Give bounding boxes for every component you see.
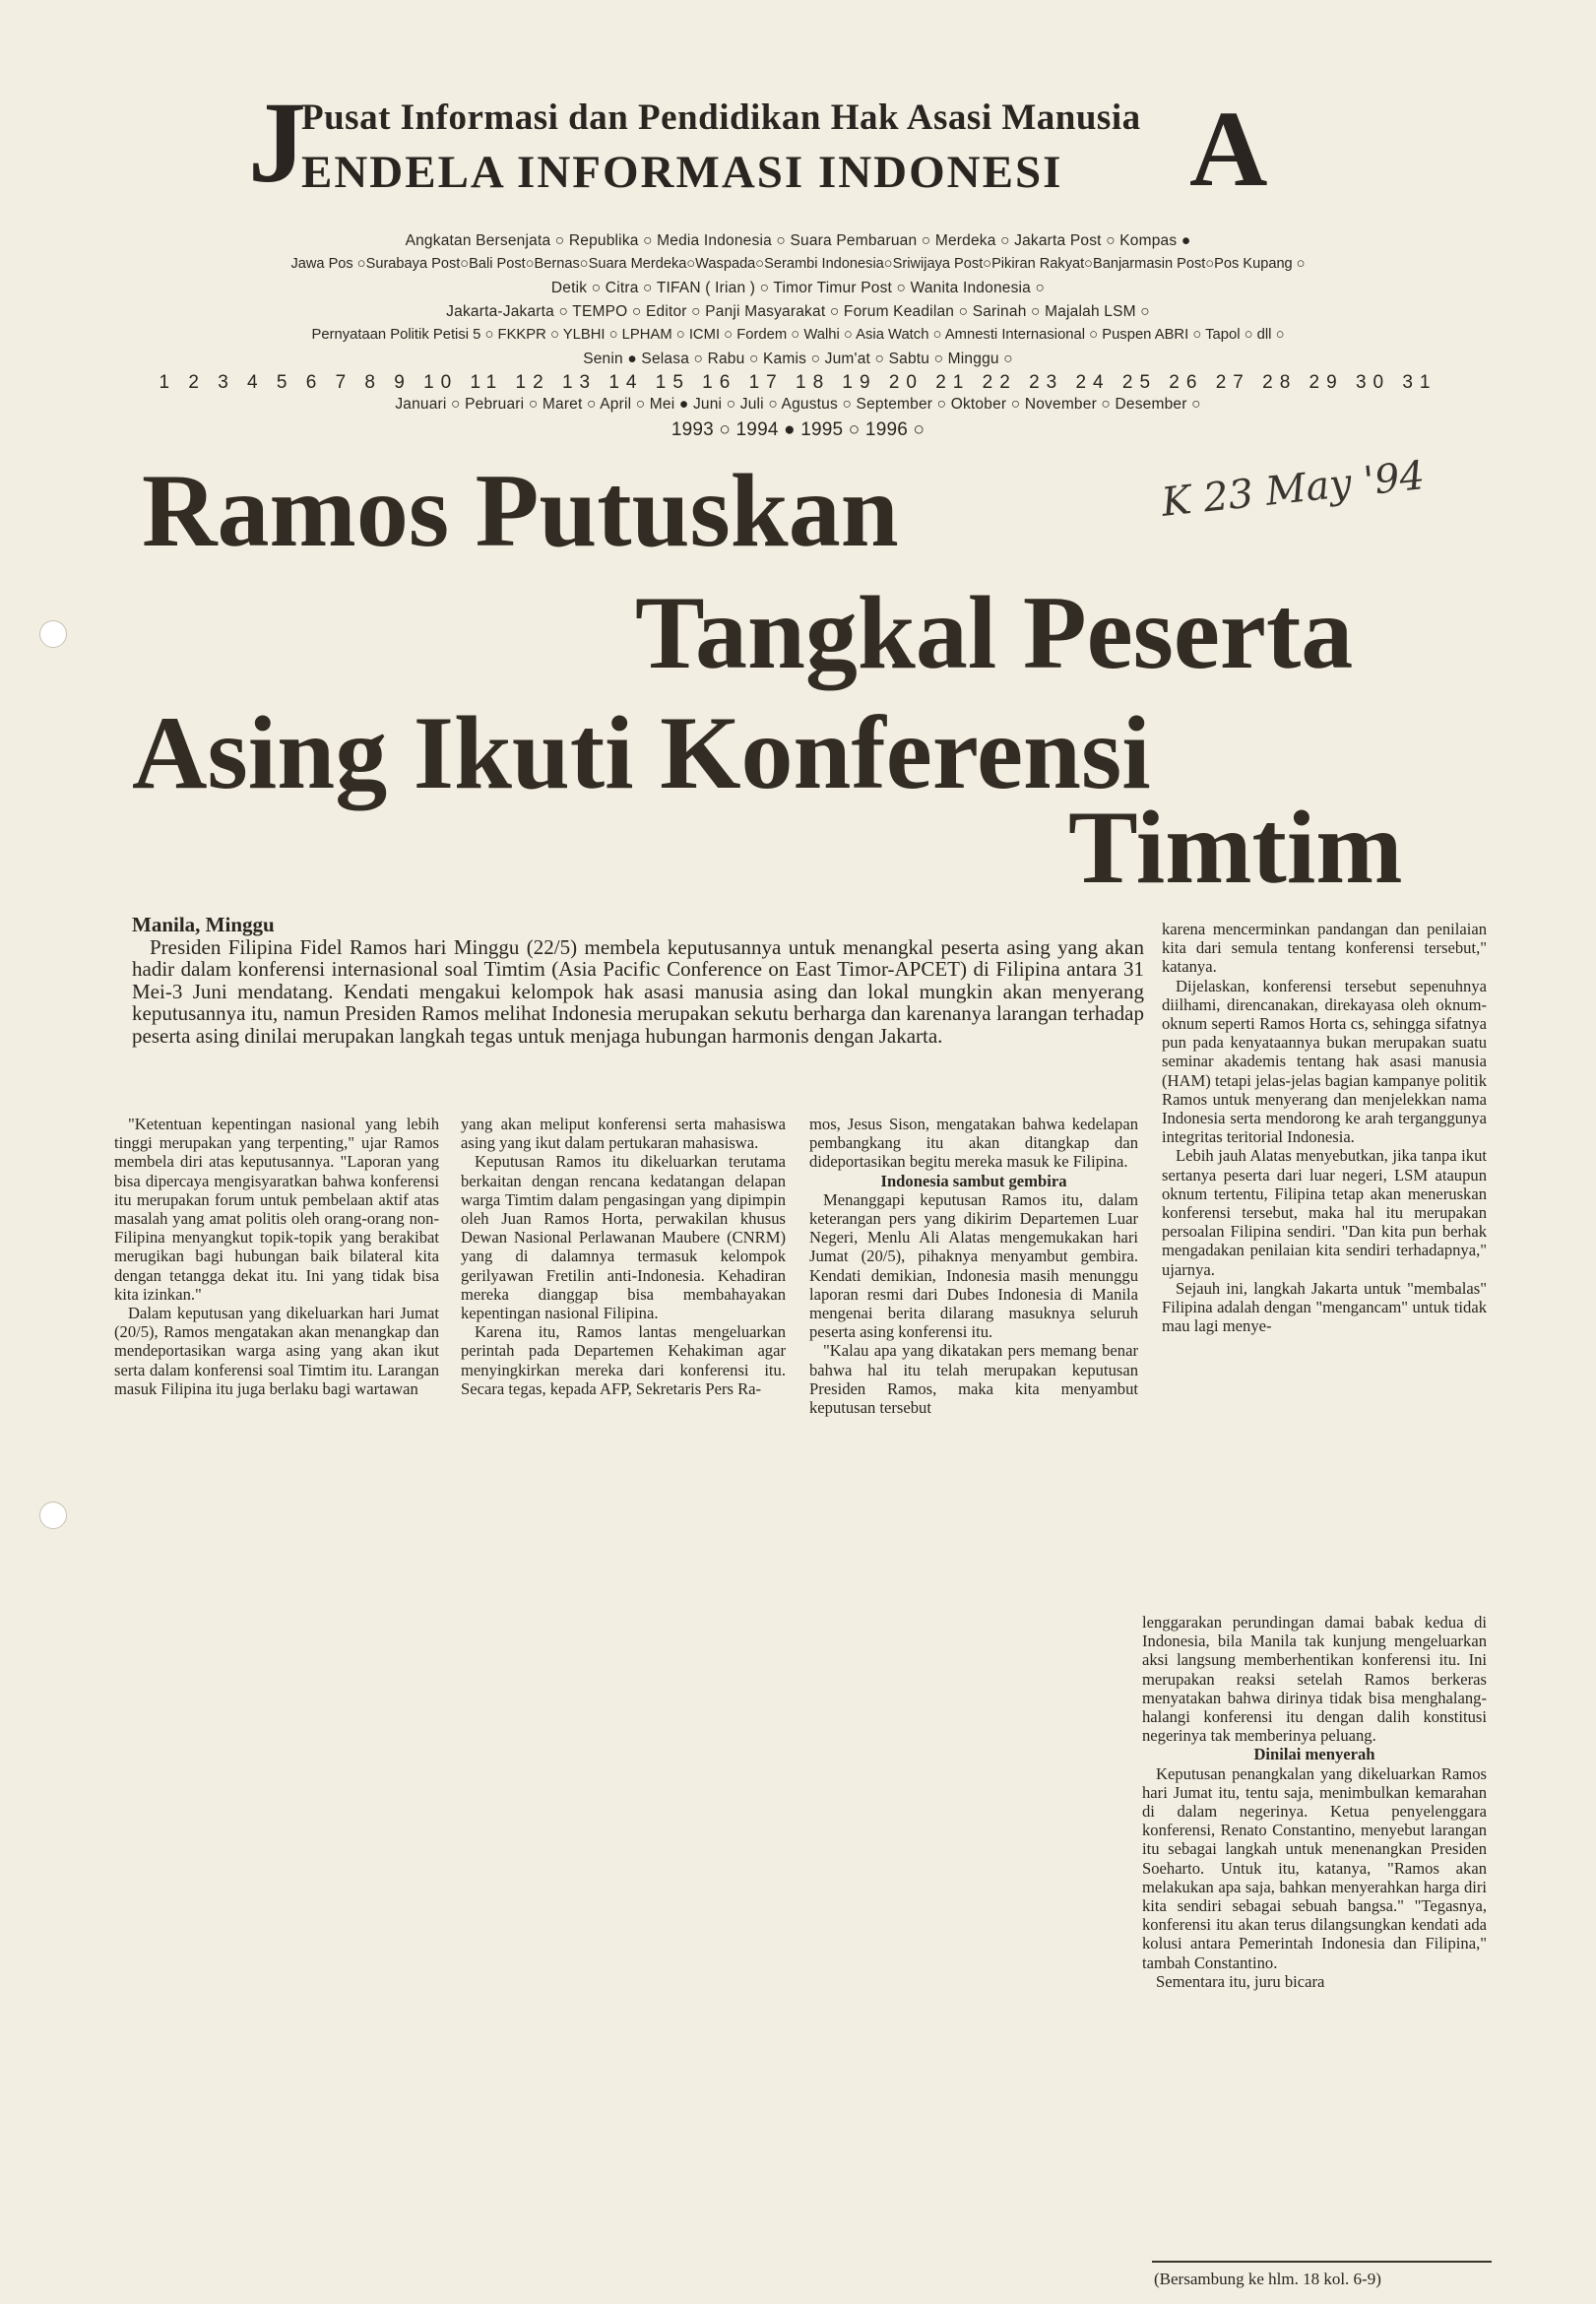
lead-text: Presiden Filipina Fidel Ramos hari Minggu (22/5) membela keputusannya untuk menangkal peserta asing yang akan hadir dalam konferensi internasional soal Timtim (Asia Pacific Conference on East Timor-APCET) di Filipina antara 31 Mei-3 Juni mendatang. Kendati mengakui kelompok hak asasi manusia asing dan lokal mungkin akan menyerang keputusannya itu, namun Presiden Ramos melihat Indonesia merupakan sekutu berharga dan karenanya larangan terhadap peserta asing dinilai merupakan langkah tegas untuk menjaga hubungan harmonis dengan Jakarta. (132, 934, 1144, 1048)
paragraph: "Ketentuan kepentingan nasional yang lebih tinggi merupakan yang terpenting," ujar Ramos membela diri atas keputusannya. "Laporan yang bisa dipercaya mengisyaratkan bahwa konferensi itu merupakan forum untuk pembelaan aktif atas masalah yang amat politis oleh orang-orang non-Filipina menyangkut topik-topik yang berakibat merugikan bagi hubungan baik bilateral kita dengan tetangga dekat itu. Ini yang tidak bisa kita izinkan." (114, 1115, 439, 1304)
masthead-subtitle: Pusat Informasi dan Pendidikan Hak Asasi Manusia (301, 97, 1141, 138)
headline-line-2: Tangkal Peserta (635, 575, 1354, 690)
divider-line (1152, 2261, 1492, 2263)
masthead-j-letter: J (248, 78, 306, 207)
paragraph: Karena itu, Ramos lantas mengeluarkan perintah pada Departemen Kehakiman agar menyingkirkan mereka dari konferensi itu. Secara tegas, kepada AFP, Sekretaris Pers Ra- (461, 1322, 786, 1398)
source-index-line: Jakarta-Jakarta ○ TEMPO ○ Editor ○ Panji Masyarakat ○ Forum Keadilan ○ Sarinah ○ Majalah LSM ○ (446, 303, 1150, 320)
subheading: Dinilai menyerah (1253, 1745, 1375, 1764)
paragraph: Sementara itu, juru bicara (1156, 1971, 1325, 1991)
masthead-a-letter: A (1189, 89, 1268, 209)
days-row: Senin ● Selasa ○ Rabu ○ Kamis ○ Jum'at ○ Sabtu ○ Minggu ○ (583, 351, 1013, 367)
headline-line-4: Timtim (1068, 790, 1403, 905)
headline-line-1: Ramos Putuskan (142, 453, 899, 568)
continued-note: (Bersambung ke hlm. 18 kol. 6-9) (1154, 2270, 1381, 2288)
subheading: Indonesia sambut gembira (880, 1171, 1067, 1190)
paragraph: Menanggapi keputusan Ramos itu, dalam keterangan pers yang dikirim Departemen Luar Negeri, Menlu Ali Alatas mengemukakan hari Jumat (20/5), pihaknya menyambut gembira. Kendati demikian, Indonesia masih menunggu laporan resmi dari Dubes Indonesia di Manila mengenai berita dilarang masuknya seluruh peserta asing konferensi itu. (809, 1189, 1138, 1342)
paragraph: Lebih jauh Alatas menyebutkan, jika tanpa ikut sertanya peserta dari luar negeri, LSM ataupun oknum tertentu, Filipina tetap akan meneruskan konferensi tersebut, maka hal itu merupakan persoalan Filipina sendiri. "Dan kita pun berhak mengadakan penilaian kita sendiri terhadapnya," ujarnya. (1162, 1146, 1487, 1279)
paragraph: Keputusan penangkalan yang dikeluarkan Ramos hari Jumat itu, tentu saja, menimbulkan kemarahan di dalam negerinya. Ketua penyelenggara konferensi, Renato Constantino, menyebut larangan itu sebagai langkah untuk menenangkan Presiden Soeharto. Untuk itu, katanya, "Ramos akan melakukan apa saja, bahkan menyerahkan harga diri kita sendiri sebagai sebuah bangsa." "Tegasnya, konferensi itu akan terus dilangsungkan kendati ada kolusi antara Pemerintah Indonesia dan Filipina," tambah Constantino. (1142, 1763, 1487, 1972)
paragraph: karena mencerminkan pandangan dan penilaian kita dari semula tentang konferensi tersebut," katanya. (1162, 920, 1487, 977)
paragraph: lenggarakan perundingan damai babak kedua di Indonesia, bila Manila tak kunjung mengeluarkan aksi langsung memberhentikan konferensi itu. Ini merupakan reaksi setelah Ramos berkeras menyatakan bahwa dirinya tidak bisa menghalang-halangi konferensi itu dengan dalih konstitusi negerinya tak memberinya peluang. (1142, 1613, 1487, 1746)
punch-hole (39, 1502, 67, 1529)
paragraph: yang akan meliput konferensi serta mahasiswa asing yang ikut dalam pertukaran mahasiswa. (461, 1115, 786, 1153)
masthead-title: ENDELA INFORMASI INDONESI (301, 147, 1063, 198)
punch-hole (39, 620, 67, 648)
source-index-line: Detik ○ Citra ○ TIFAN ( Irian ) ○ Timor Timur Post ○ Wanita Indonesia ○ (550, 280, 1046, 296)
article-column-4-bottom (1142, 1613, 1487, 1991)
source-index-line: Pernyataan Politik Petisi 5 ○ FKKPR ○ YLBHI ○ LPHAM ○ ICMI ○ Fordem ○ Walhi ○ Asia Watch ○ Amnesti Internasional ○ Puspen ABRI ○ Tapol ○ dll ○ (311, 327, 1285, 343)
months-row: Januari ○ Pebruari ○ Maret ○ April ○ Mei ● Juni ○ Juli ○ Agustus ○ September ○ Oktober ○ November ○ Desember ○ (395, 396, 1201, 413)
source-index-line: Jawa Pos ○Surabaya Post○Bali Post○Bernas○Suara Merdeka○Waspada○Serambi Indonesia○Sriwijaya Post○Pikiran Rakyat○Banjarmasin Post○Pos Kupang ○ (290, 256, 1306, 272)
paragraph: Sejauh ini, langkah Jakarta untuk "membalas" Filipina adalah dengan "mengancam" untuk tidak mau lagi menye- (1162, 1278, 1487, 1336)
article-column-3 (809, 1115, 1138, 1417)
source-index-line: Angkatan Bersenjata ○ Republika ○ Media Indonesia ○ Suara Pembaruan ○ Merdeka ○ Jakarta Post ○ Kompas ● (405, 232, 1191, 249)
paragraph: Dijelaskan, konferensi tersebut sepenuhnya diilhami, direncanakan, direkayasa oleh oknum-oknum seperti Ramos Horta cs, sehingga sifatnya pun pada kenyataannya bukan merupakan suatu seminar akademis tentang hak asasi manusia (HAM) tetapi jelas-jelas bagian kampanye politik Ramos untuk menyerang dan menjelekkan nama Indonesia serta mendorong ke arah terganggunya integritas teritorial Indonesia. (1162, 976, 1487, 1147)
headline-line-3: Asing Ikuti Konferensi (132, 695, 1151, 810)
article-column-2 (461, 1115, 786, 1398)
article-lead (132, 914, 1144, 1047)
paragraph: mos, Jesus Sison, mengatakan bahwa kedelapan pembangkang itu akan ditangkap dan dideportasikan begitu mereka masuk ke Filipina. (809, 1115, 1138, 1172)
paragraph: Dalam keputusan yang dikeluarkan hari Jumat (20/5), Ramos mengatakan akan menangkap dan mendeportasikan warga asing yang akan ikut serta dalam konferensi soal Timtim itu. Larangan masuk Filipina itu juga berlaku bagi wartawan (114, 1304, 439, 1398)
years-row: 1993 ○ 1994 ● 1995 ○ 1996 ○ (670, 419, 926, 440)
paragraph: Keputusan Ramos itu dikeluarkan terutama berkaitan dengan rencana kedatangan delapan warga Timtim dalam pengasingan yang dipimpin oleh Juan Ramos Horta, perwakilan khusus Dewan Nasional Perlawanan Maubere (CNRM) yang di dalamnya termasuk kelompok gerilyawan Fretilin anti-Indonesia. Kehadiran mereka dianggap bisa membahayakan kepentingan nasional Filipina. (461, 1152, 786, 1323)
article-column-1 (114, 1115, 439, 1398)
handwritten-date-note: K 23 May '94 (1159, 453, 1428, 526)
dates-row: 1 2 3 4 5 6 7 8 9 10 11 12 13 14 15 16 17 18 19 20 21 22 23 24 25 26 27 28 29 30 31 (159, 372, 1437, 393)
article-dateline: Manila, Minggu (132, 913, 275, 936)
article-column-4-top (1162, 920, 1487, 1335)
paragraph: "Kalau apa yang dikatakan pers memang benar bahwa hal itu telah merupakan keputusan Presiden Ramos, maka kita menyambut keputusan tersebut (809, 1341, 1138, 1418)
